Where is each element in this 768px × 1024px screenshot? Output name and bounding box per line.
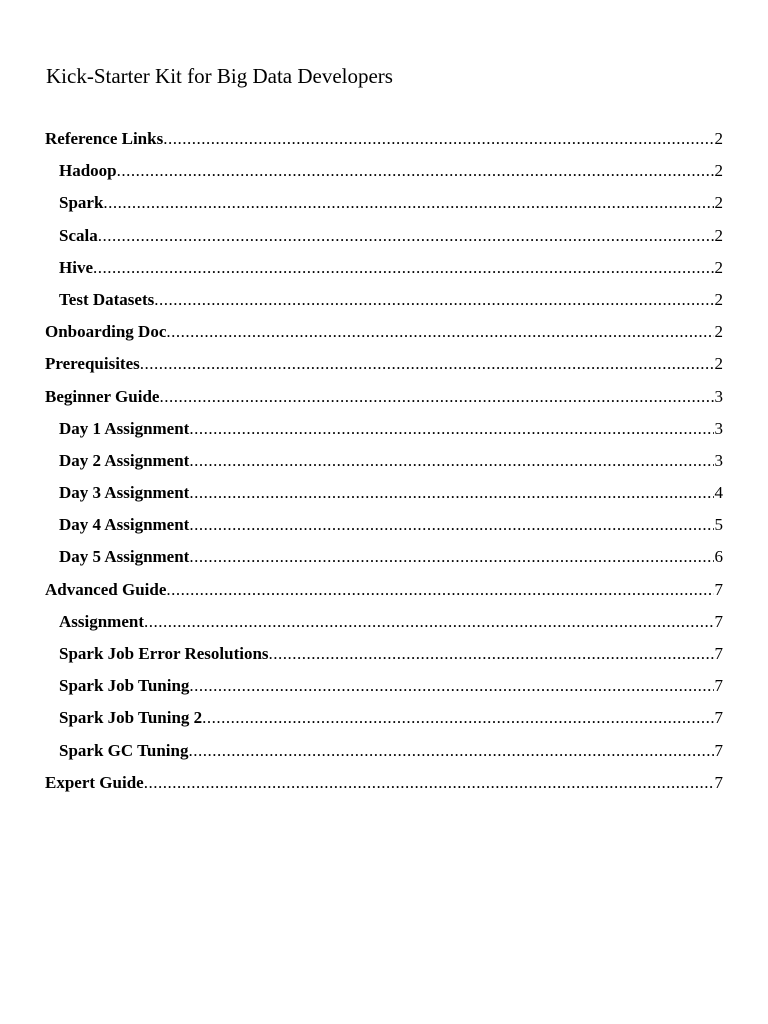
toc-entry-label: Day 2 Assignment [59, 450, 190, 470]
toc-dot-leader [154, 284, 713, 316]
toc-entry-day-4-assignment[interactable] [45, 509, 723, 541]
toc-entry-label: Spark Job Tuning [59, 676, 190, 696]
toc-entry-spark[interactable] [45, 187, 723, 219]
toc-entry-label: Scala [59, 225, 98, 245]
toc-entry-page-number: 4 [714, 483, 723, 503]
toc-dot-leader [269, 638, 714, 670]
toc-dot-leader [93, 252, 714, 284]
toc-dot-leader [166, 316, 713, 348]
toc-entry-page-number: 7 [714, 611, 723, 631]
toc-dot-leader [117, 155, 714, 187]
toc-entry-spark-job-tuning-2[interactable] [45, 702, 723, 734]
toc-entry-label: Day 3 Assignment [59, 483, 190, 503]
toc-entry-label: Day 4 Assignment [59, 515, 190, 535]
toc-entry-label: Beginner Guide [45, 386, 160, 406]
toc-entry-label: Day 1 Assignment [59, 418, 190, 438]
toc-dot-leader [144, 767, 714, 799]
toc-dot-leader [189, 413, 713, 445]
toc-entry-label: Spark [59, 193, 104, 213]
toc-dot-leader [189, 509, 713, 541]
toc-entry-label: Onboarding Doc [45, 322, 167, 342]
toc-entry-assignment[interactable] [45, 606, 723, 638]
toc-entry-day-2-assignment[interactable] [45, 445, 723, 477]
toc-entry-page-number: 3 [714, 418, 723, 438]
table-of-contents [45, 123, 723, 799]
toc-entry-label: Spark GC Tuning [59, 740, 189, 760]
toc-entry-spark-gc-tuning[interactable] [45, 735, 723, 767]
toc-dot-leader [189, 541, 713, 573]
toc-entry-hive[interactable] [45, 252, 723, 284]
toc-dot-leader [166, 574, 713, 606]
toc-dot-leader [188, 735, 713, 767]
toc-entry-page-number: 7 [714, 676, 723, 696]
toc-entry-advanced-guide[interactable] [45, 574, 723, 606]
toc-entry-label: Hive [59, 257, 93, 277]
toc-entry-page-number: 3 [714, 386, 723, 406]
toc-entry-day-3-assignment[interactable] [45, 477, 723, 509]
toc-entry-page-number: 2 [714, 161, 723, 181]
toc-entry-label: Test Datasets [59, 289, 155, 309]
toc-entry-day-1-assignment[interactable] [45, 413, 723, 445]
toc-dot-leader [144, 606, 713, 638]
toc-entry-label: Reference Links [45, 129, 164, 148]
toc-entry-spark-job-tuning[interactable] [45, 670, 723, 702]
toc-dot-leader [140, 348, 714, 380]
toc-entry-label: Spark Job Tuning 2 [59, 708, 203, 728]
toc-entry-prerequisites[interactable] [45, 348, 723, 380]
toc-entry-page-number: 2 [714, 193, 723, 213]
toc-entry-page-number: 2 [714, 257, 723, 277]
toc-entry-spark-job-error-resolutions[interactable] [45, 638, 723, 670]
toc-dot-leader [189, 445, 713, 477]
toc-entry-test-datasets[interactable] [45, 284, 723, 316]
toc-entry-page-number: 2 [714, 129, 723, 148]
toc-entry-label: Day 5 Assignment [59, 547, 190, 567]
toc-dot-leader [189, 670, 713, 702]
toc-entry-beginner-guide[interactable] [45, 381, 723, 413]
toc-entry-label: Hadoop [59, 161, 117, 181]
toc-entry-page-number: 7 [714, 579, 723, 599]
toc-entry-label: Prerequisites [45, 354, 140, 374]
toc-entry-onboarding-doc[interactable] [45, 316, 723, 348]
toc-entry-page-number: 2 [714, 289, 723, 309]
toc-entry-page-number: 5 [714, 515, 723, 535]
toc-entry-day-5-assignment[interactable] [45, 541, 723, 573]
toc-entry-page-number: 7 [714, 772, 723, 792]
toc-entry-label: Expert Guide [45, 772, 144, 792]
toc-entry-hadoop[interactable] [45, 155, 723, 187]
toc-entry-page-number: 2 [714, 225, 723, 245]
toc-entry-page-number: 2 [714, 322, 723, 342]
toc-entry-label: Advanced Guide [45, 579, 167, 599]
toc-entry-page-number: 2 [714, 354, 723, 374]
toc-entry-page-number: 7 [714, 644, 723, 663]
toc-entry-reference-links[interactable] [45, 123, 723, 155]
toc-entry-label: Spark Job Error Resolutions [59, 644, 269, 663]
toc-entry-page-number: 7 [714, 740, 723, 760]
toc-dot-leader [159, 381, 713, 413]
toc-dot-leader [189, 477, 713, 509]
toc-dot-leader [163, 123, 713, 155]
toc-entry-expert-guide[interactable] [45, 767, 723, 799]
toc-dot-leader [202, 702, 713, 734]
toc-entry-page-number: 3 [714, 450, 723, 470]
toc-dot-leader [98, 220, 714, 252]
toc-entry-page-number: 6 [714, 547, 723, 567]
toc-entry-page-number: 7 [714, 708, 723, 728]
toc-entry-scala[interactable] [45, 220, 723, 252]
toc-entry-label: Assignment [59, 611, 145, 631]
toc-dot-leader [103, 187, 713, 219]
document-title: Kick-Starter Kit for Big Data Developers [46, 64, 393, 88]
